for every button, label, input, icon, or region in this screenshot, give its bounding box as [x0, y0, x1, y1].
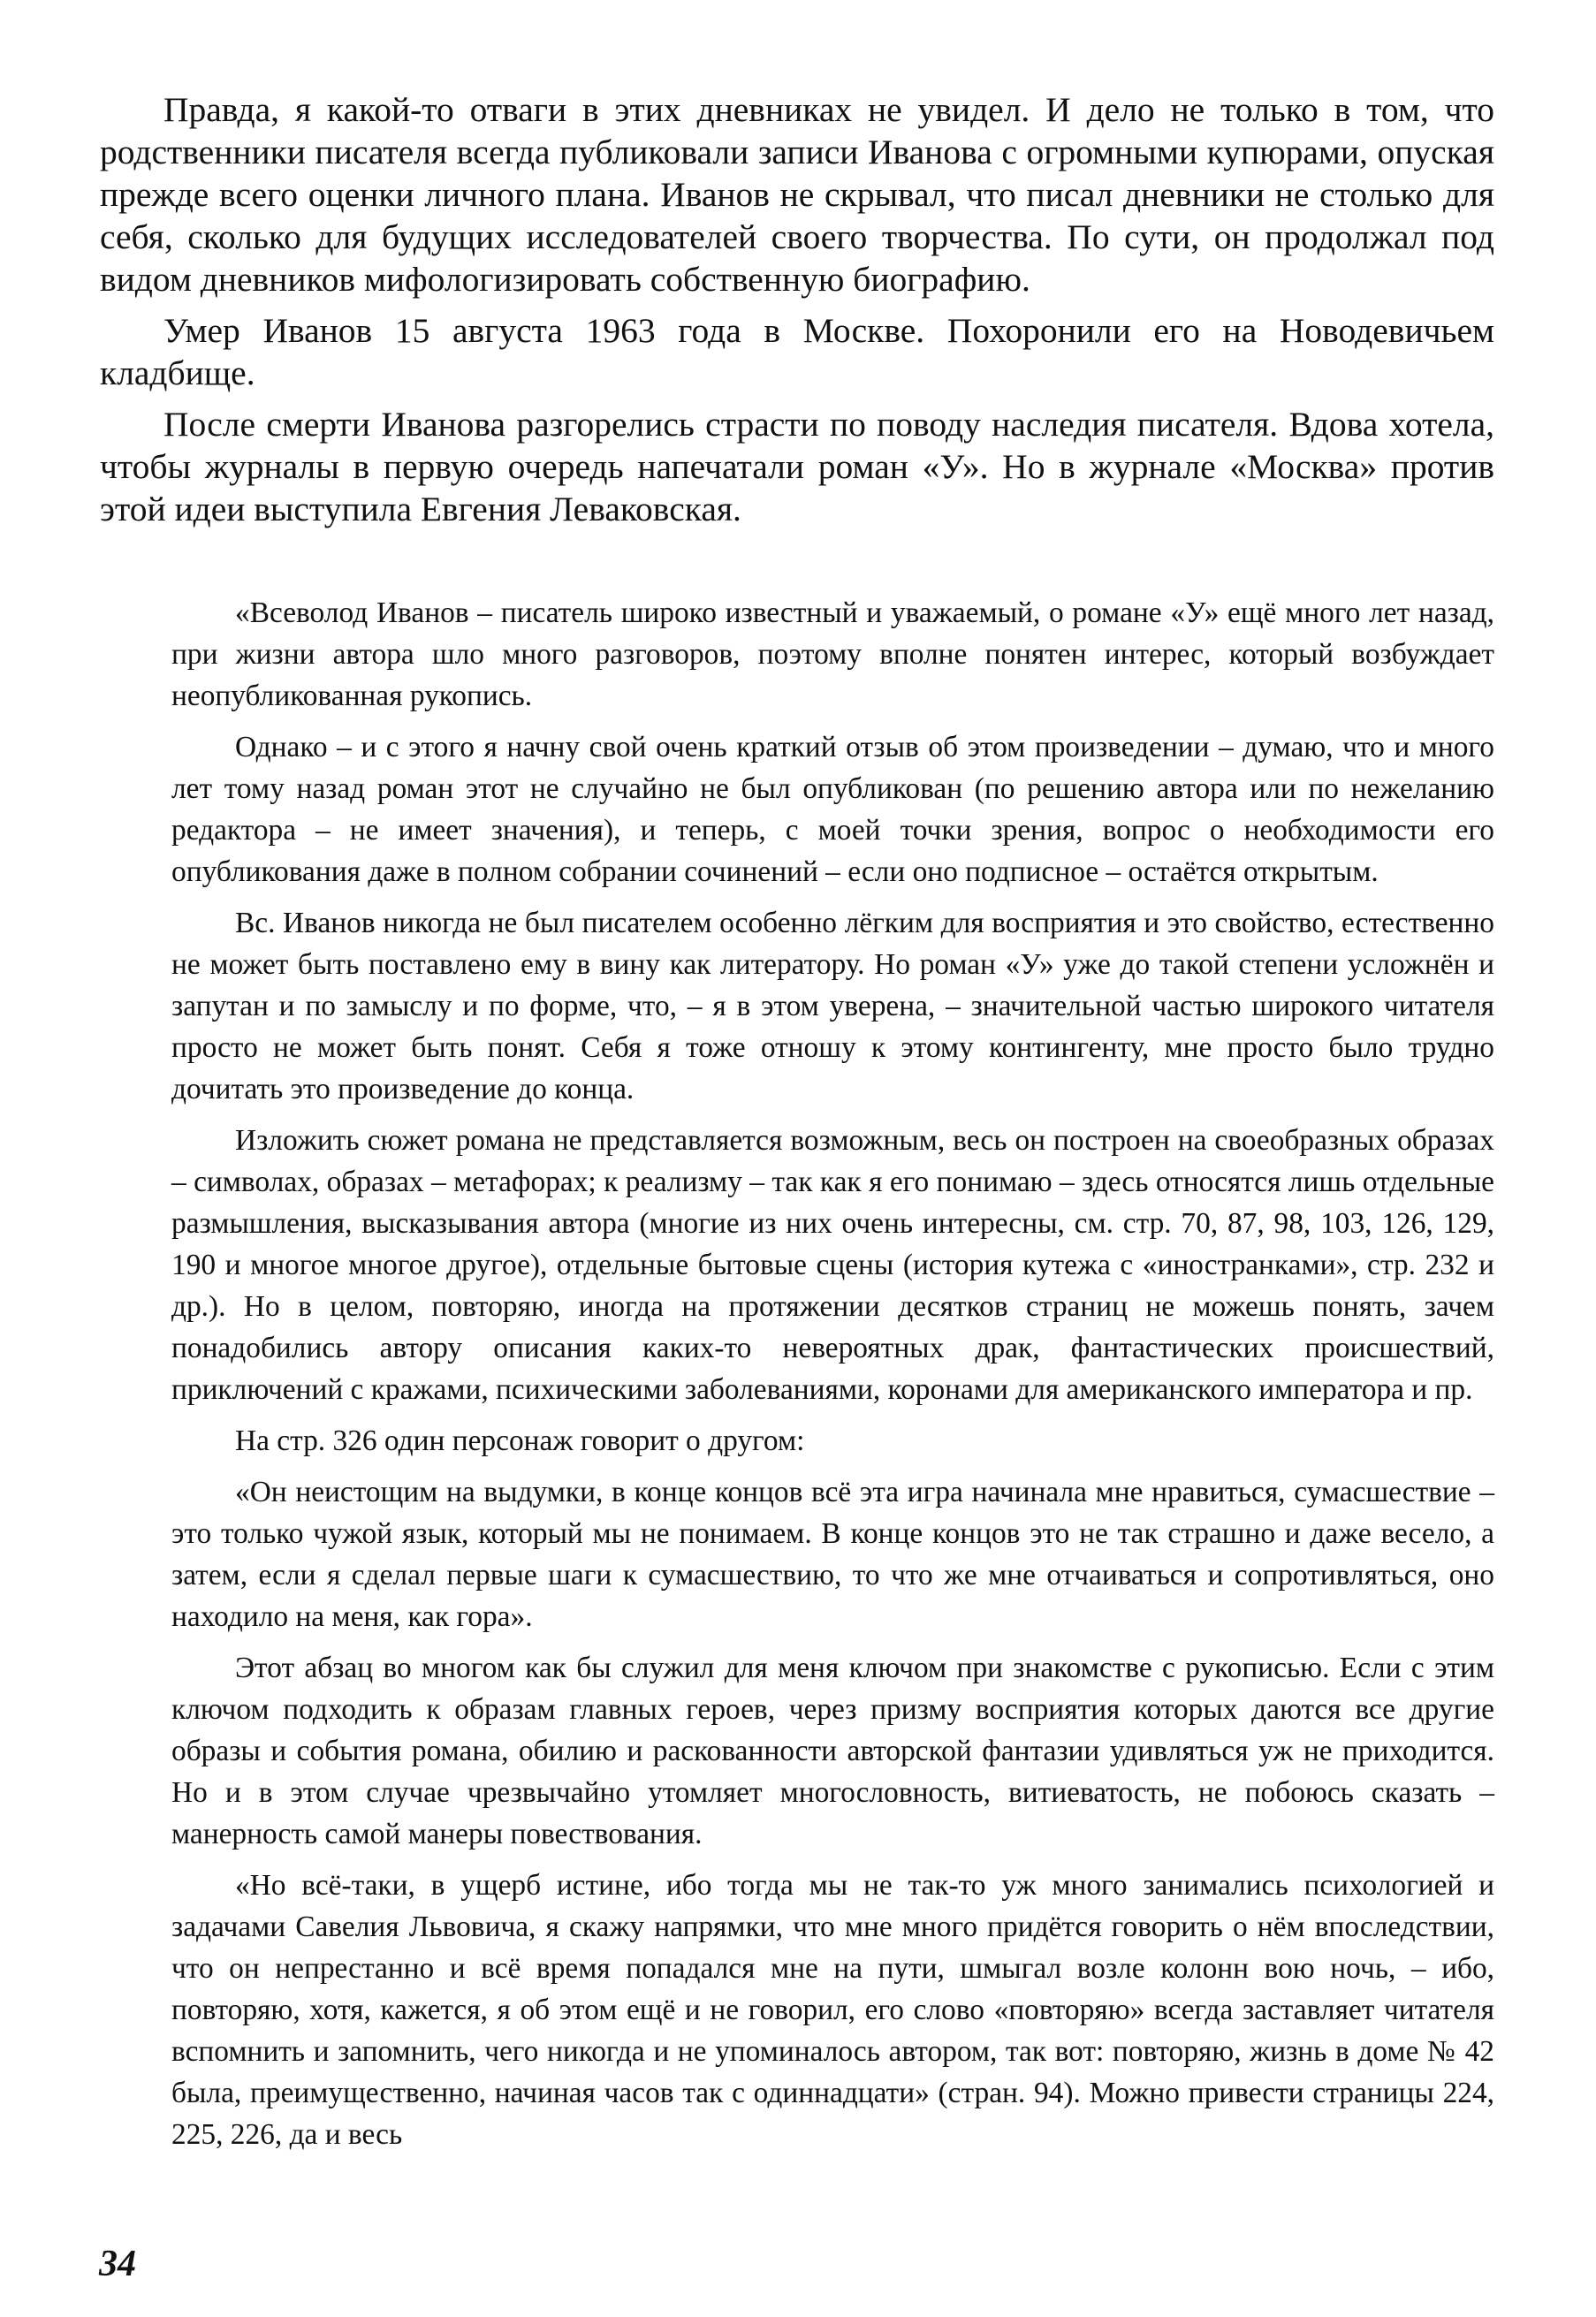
main-text-block: [100, 88, 1494, 539]
paragraph-death: Умер Иванов 15 августа 1963 года в Москве. Похоронили его на Новодевичьем кладбище.: [100, 311, 1494, 392]
quote-paragraph: На стр. 326 один персонаж говорит о другом:: [235, 1424, 805, 1457]
review-quote-block: [171, 592, 1494, 2165]
paragraph-legacy: После смерти Иванова разгорелись страсти по поводу наследия писателя. Вдова хотела, чтобы журналы в первую очередь напечатали роман «У». Но в журнале «Москва» против этой идеи выступила Евгения Леваковская.: [100, 405, 1494, 528]
quote-paragraph: Вс. Иванов никогда не был писателем особенно лёгким для восприятия и это свойство, естественно не может быть поставлено ему в вину как литератору. Но роман «У» уже до такой степени усложнён и запутан и по замыслу и по форме, что, – я в этом уверена, – значительной частью широкого читателя просто не может быть понят. Себя я тоже отношу к этому контингенту, мне просто было трудно дочитать это произведение до конца.: [171, 907, 1494, 1105]
quote-paragraph: Однако – и с этого я начну свой очень краткий отзыв об этом произведении – думаю, что и много лет тому назад роман этот не случайно не был опубликован (по решению автора или по нежеланию редактора – не имеет значения), и теперь, с моей точки зрения, вопрос о необходимости его опубликования даже в полном собрании сочинений – если оно подписное – остаётся открытым.: [171, 731, 1494, 888]
quote-paragraph: «Всеволод Иванов – писатель широко известный и уважаемый, о романе «У» ещё много лет назад, при жизни автора шло много разговоров, поэтому вполне понятен интерес, который возбуждает неопубликованная рукопись.: [171, 596, 1494, 712]
quote-paragraph: Изложить сюжет романа не представляется возможным, весь он построен на своеобразных образах – символах, образах – метафорах; к реализму – так как я его понимаю – здесь относятся лишь отдельные размышления, высказывания автора (многие из них очень интересны, см. стр. 70, 87, 98, 103, 126, 129, 190 и многое многое другое), отдельные бытовые сцены (история кутежа с «иностранками», стр. 232 и др.). Но в целом, повторяю, иногда на протяжении десятков страниц не можешь понять, зачем понадобились автору описания каких-то невероятных драк, фантастических происшествий, приключений с кражами, психическими заболеваниями, коронами для американского императора и пр.: [171, 1124, 1494, 1406]
paragraph-diaries: Правда, я какой-то отваги в этих дневниках не увидел. И дело не только в том, что родственники писателя всегда публиковали записи Иванова с огромными купюрами, опуская прежде всего оценки личного плана. Иванов не скрывал, что писал дневники не столько для себя, сколько для будущих исследователей своего творчества. По сути, он продолжал под видом дневников мифологизировать собственную биографию.: [100, 90, 1494, 299]
quote-paragraph: «Но всё-таки, в ущерб истине, ибо тогда мы не так-то уж много занимались психологией и задачами Савелия Львовича, я скажу напрямки, что мне много придётся говорить о нём впоследствии, что он непрестанно и всё время попадался мне на пути, шмыгал возле колонн вою ночь, – ибо, повторяю, хотя, кажется, я об этом ещё и не говорил, его слово «повторяю» всегда заставляет читателя вспомнить и запомнить, чего никогда и не упоминалось автором, так вот: повторяю, жизнь в доме № 42 была, преимущественно, начиная часов так с одиннадцати» (стран. 94). Можно привести страницы 224, 225, 226, да и весь: [171, 1869, 1494, 2151]
quote-paragraph: «Он неистощим на выдумки, в конце концов всё эта игра начинала мне нравиться, сумасшествие – это только чужой язык, который мы не понимаем. В конце концов это не так страшно и даже весело, а затем, если я сделал первые шаги к сумасшествию, то что же мне отчаиваться и сопротивляться, оно находило на меня, как гора».: [171, 1476, 1494, 1633]
page-number: 34: [99, 2244, 136, 2284]
quote-paragraph: Этот абзац во многом как бы служил для меня ключом при знакомстве с рукописью. Если с этим ключом подходить к образам главных героев, через призму восприятия которых даются все другие образы и события романа, обилию и раскованности авторской фантазии удивляться уж не приходится. Но и в этом случае чрезвычайно утомляет многословность, витиеватость, не побоюсь сказать – манерность самой манеры повествования.: [171, 1652, 1494, 1850]
